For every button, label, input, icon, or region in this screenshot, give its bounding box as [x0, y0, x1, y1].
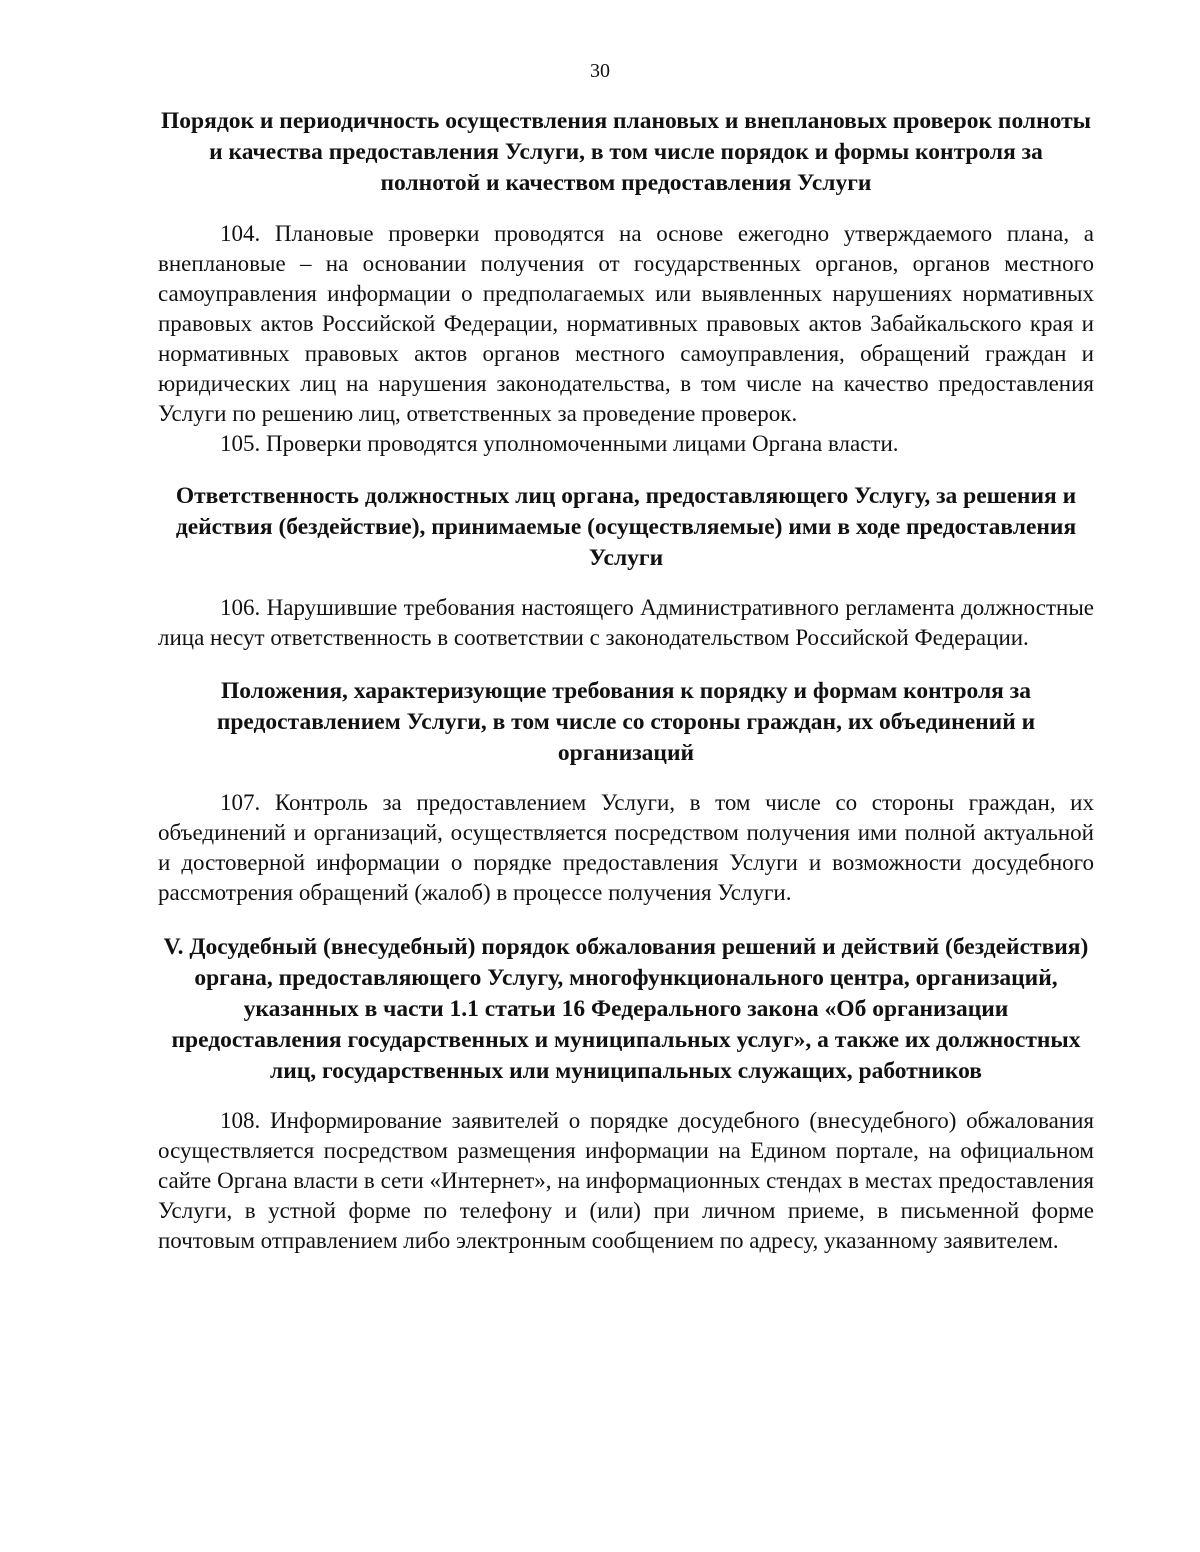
- page-number: 30: [590, 60, 610, 82]
- section-heading-responsibility: Ответственность должностных лиц органа, предоставляющего Услугу, за решения и действия (бездействие), принимаемые (осуществляемые) ими в ходе предоставления Услуги: [175, 483, 1077, 571]
- section-heading-inspections: Порядок и периодичность осуществления плановых и внеплановых проверок полноты и качества предоставления Услуги, в том числе порядок и формы контроля за полнотой и качеством предоставления Услуги: [161, 108, 1091, 196]
- paragraph-106: 106. Нарушившие требования настоящего Административного регламента должностные лица несут ответственность в соответствии с законодательством Российской Федерации.: [158, 595, 1094, 650]
- section-heading-control-requirements: Положения, характеризующие требования к порядку и формам контроля за предоставлением Услуги, в том числе со стороны граждан, их объединений и организаций: [216, 678, 1036, 766]
- paragraph-104: 104. Плановые проверки проводятся на основе ежегодно утверждаемого плана, а внеплановые – на основании получения от государственных органов, органов местного самоуправления информации о предполагаемых или выявленных нарушениях нормативных правовых актов Российской Федерации, нормативных правовых актов Забайкальского края и нормативных правовых актов органов местного самоуправления, обращений граждан и юридических лиц на нарушения законодательства, в том числе на качество предоставления Услуги по решению лиц, ответственных за проведение проверок.: [158, 221, 1094, 426]
- section-heading-appeal-procedure: V. Досудебный (внесудебный) порядок обжалования решений и действий (бездействия) органа, предоставляющего Услугу, многофункционального центра, организаций, указанных в части 1.1 статьи 16 Федерального закона «Об организации предоставления государственных и муниципальных услуг», а также их должностных лиц, государственных или муниципальных служащих, работников: [163, 934, 1089, 1084]
- paragraph-105: 105. Проверки проводятся уполномоченными лицами Органа власти.: [220, 431, 899, 456]
- paragraph-108: 108. Информирование заявителей о порядке досудебного (внесудебного) обжалования осуществляется посредством размещения информации на Едином портале, на официальном сайте Органа власти в сети «Интернет», на информационных стендах в местах предоставления Услуги, в устной форме по телефону и (или) при личном приеме, в письменной форме почтовым отправлением либо электронным сообщением по адресу, указанному заявителем.: [158, 1108, 1094, 1253]
- document-body: [158, 106, 1094, 1256]
- paragraph-107: 107. Контроль за предоставлением Услуги, в том числе со стороны граждан, их объединений и организаций, осуществляется посредством получения ими полной актуальной и достоверной информации о порядке предоставления Услуги и возможности досудебного рассмотрения обращений (жалоб) в процессе получения Услуги.: [158, 790, 1094, 905]
